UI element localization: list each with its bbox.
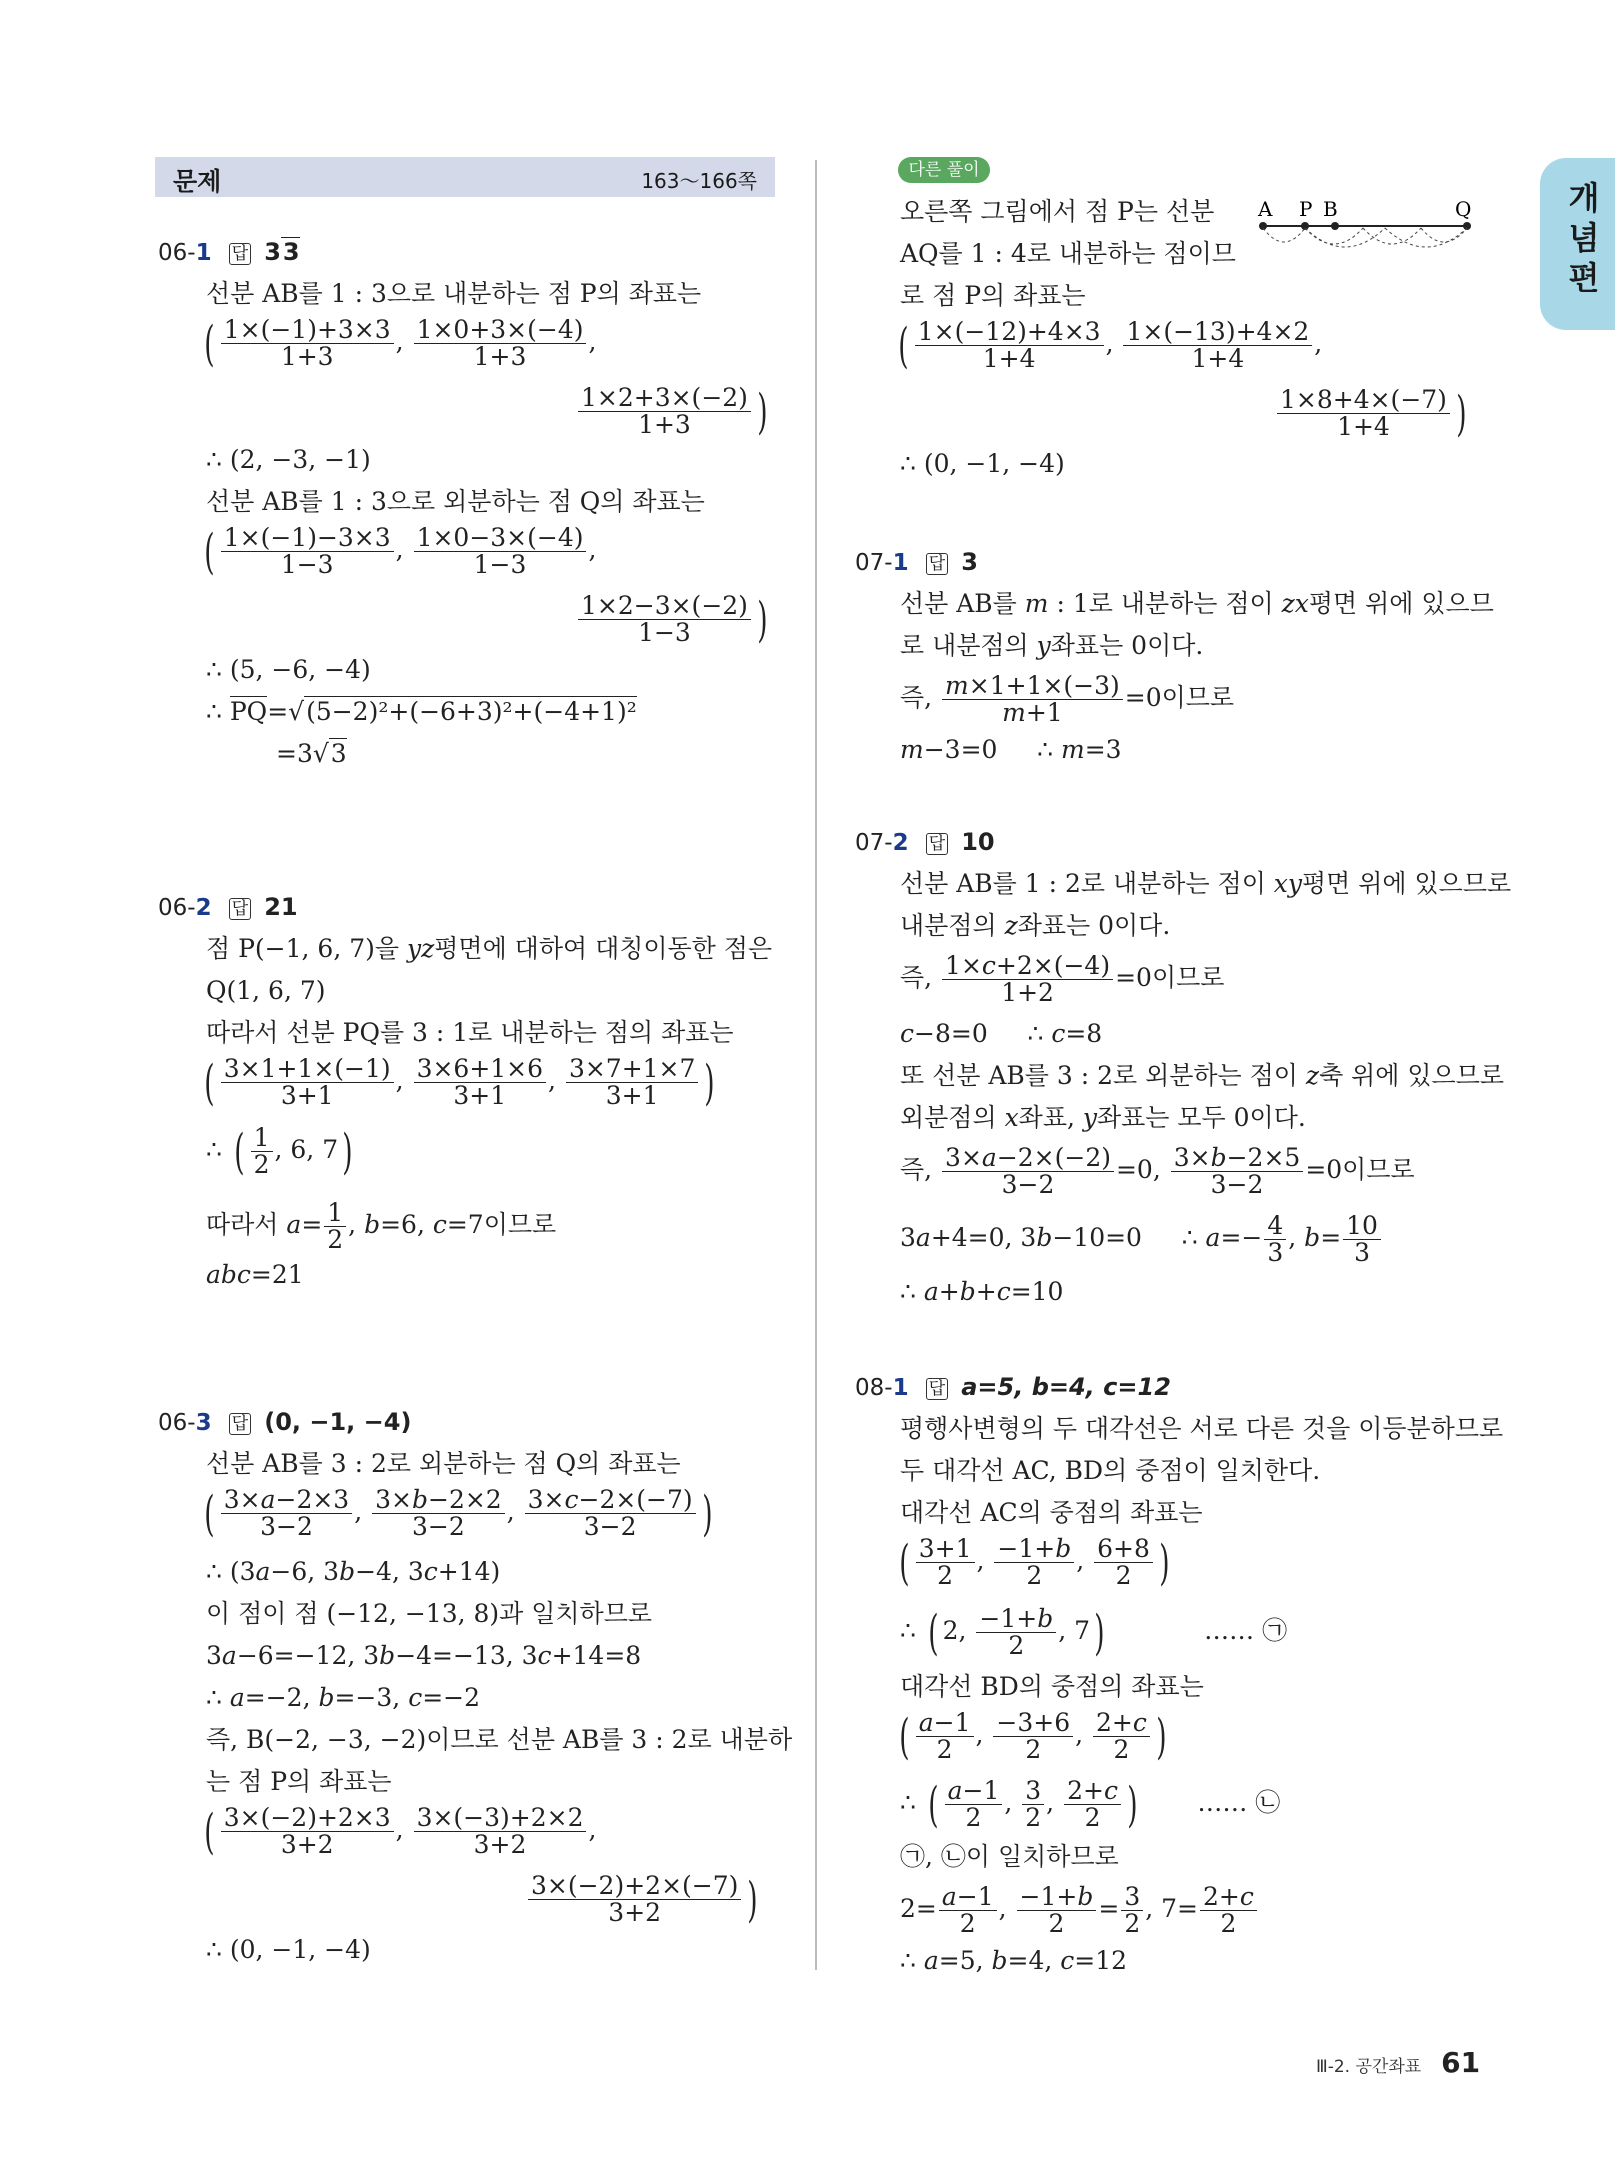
page-range: 163～166쪽 [641, 169, 757, 193]
side-tab: 개 념 편 [1540, 158, 1615, 330]
answer-icon: 답 [926, 1378, 948, 1400]
answer-icon: 답 [926, 553, 948, 575]
alt-solution-badge: 다른 풀이 [898, 157, 990, 183]
label-Q: Q [1455, 198, 1472, 221]
label-A: A [1258, 198, 1273, 221]
page-number: 61 [1441, 2046, 1481, 2079]
column-divider [815, 160, 817, 1970]
answer-icon: 답 [229, 1413, 251, 1435]
segment-diagram [1255, 198, 1475, 273]
page-footer [1316, 2046, 1480, 2079]
answer-icon: 답 [229, 243, 251, 265]
answer-icon: 답 [926, 833, 948, 855]
label-B: B [1323, 198, 1338, 221]
section-header [155, 157, 775, 197]
chapter-label: Ⅲ-2. 공간좌표 [1316, 2057, 1422, 2077]
section-title: 문제 [173, 167, 222, 196]
label-P: P [1299, 198, 1313, 221]
answer-icon: 답 [229, 898, 251, 920]
